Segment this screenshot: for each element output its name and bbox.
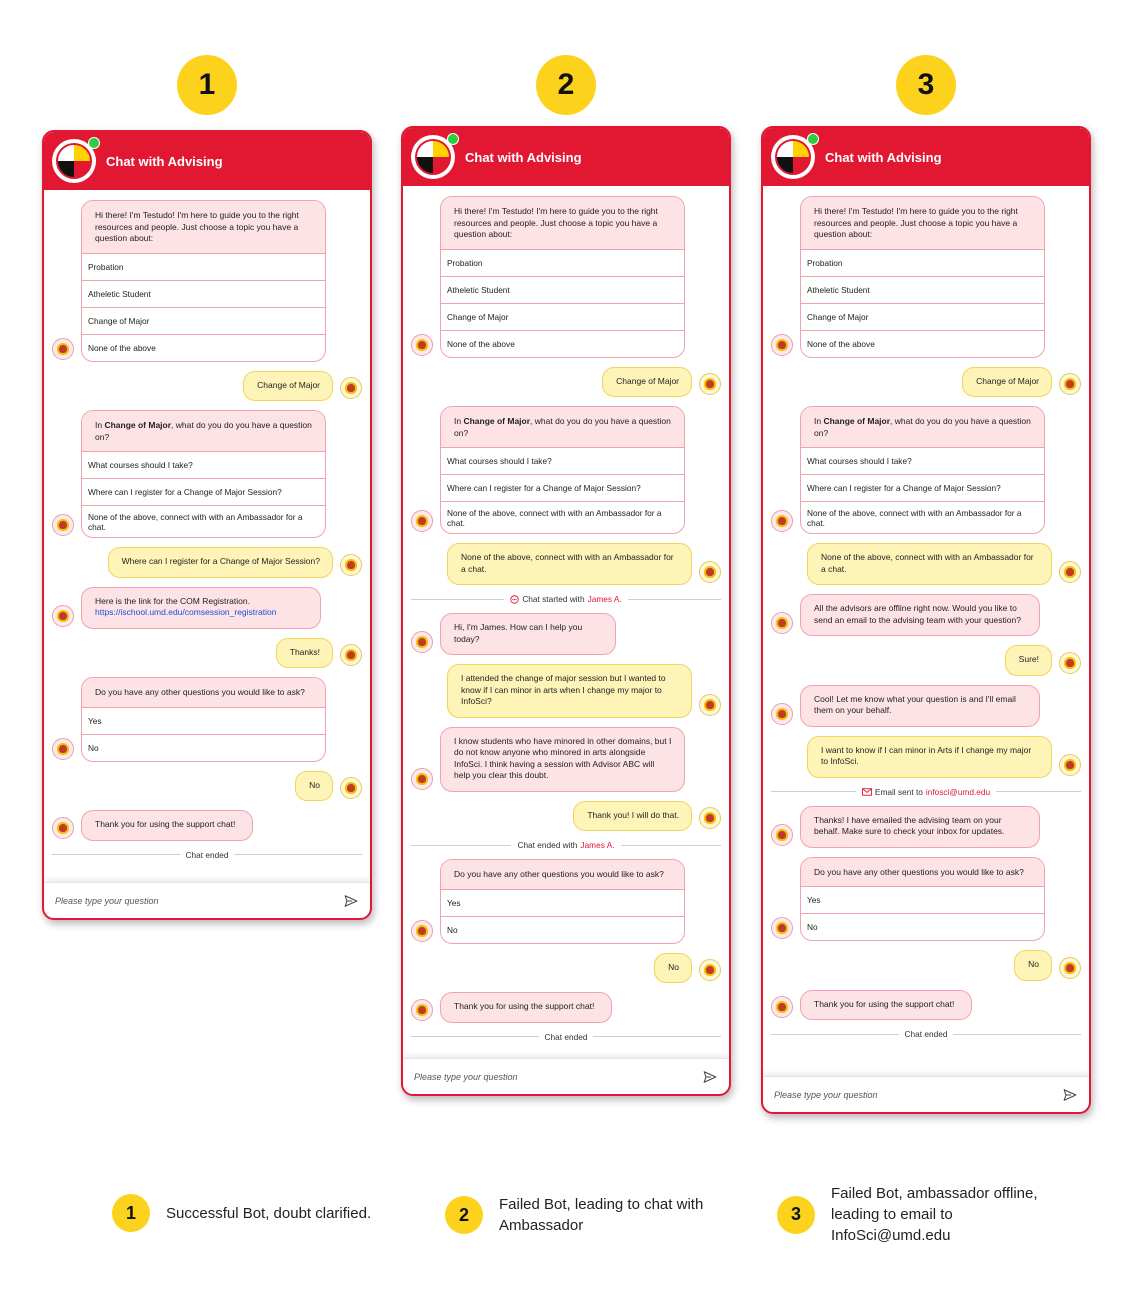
- bot-text: Do you have any other questions you would like to ask?: [82, 678, 325, 707]
- scenario-number-1: 1: [177, 55, 237, 115]
- bot-message: [52, 200, 362, 362]
- email-address: infosci@umd.edu: [925, 786, 991, 797]
- bot-message: [771, 406, 1081, 534]
- legend-number: 1: [112, 1194, 150, 1232]
- topic-menu: [440, 196, 685, 358]
- com-question-menu: [440, 406, 685, 534]
- bot-message: [771, 857, 1081, 942]
- bot-text: Hi, I'm James. How can I help you today?: [440, 613, 616, 655]
- bot-text: Cool! Let me know what your question is and I'll email them on your behalf.: [800, 685, 1040, 727]
- legend-item-2: [445, 1194, 719, 1236]
- send-icon[interactable]: [344, 894, 358, 908]
- user-text: I attended the change of major session but I wanted to know if I can minor in arts when I change my major to InfoSci?: [447, 664, 692, 718]
- option-none-of-the-above[interactable]: None of the above: [801, 330, 1044, 357]
- chat-messages[interactable]: [403, 186, 729, 1058]
- option-register-session[interactable]: Where can I register for a Change of Major Session?: [801, 474, 1044, 501]
- option-register-session[interactable]: Where can I register for a Change of Major Session?: [441, 474, 684, 501]
- legend-item-1: [112, 1194, 386, 1232]
- user-text: No: [654, 953, 692, 984]
- testudo-avatar-icon: [771, 917, 793, 939]
- user-text: I want to know if I can minor in Arts if I change my major to InfoSci.: [807, 736, 1052, 778]
- user-message: [52, 638, 362, 669]
- chat-title: Chat with Advising: [106, 153, 223, 169]
- option-change-of-major[interactable]: Change of Major: [441, 303, 684, 330]
- chat-messages[interactable]: [44, 190, 370, 882]
- bot-message: [771, 594, 1081, 636]
- chat-ended-divider: Chat ended: [52, 850, 362, 860]
- option-yes[interactable]: Yes: [82, 707, 325, 734]
- legend-text: Successful Bot, doubt clarified.: [166, 1204, 372, 1222]
- user-avatar-icon: [340, 554, 362, 576]
- chat-title: Chat with Advising: [465, 149, 582, 165]
- option-change-of-major[interactable]: Change of Major: [801, 303, 1044, 330]
- option-courses[interactable]: What courses should I take?: [801, 447, 1044, 474]
- user-text: Where can I register for a Change of Major Session?: [108, 547, 333, 578]
- bot-message: [52, 410, 362, 538]
- email-sent-divider: Email sent to infosci@umd.edu: [771, 787, 1081, 797]
- bot-text: Do you have any other questions you would like to ask?: [801, 858, 1044, 887]
- chat-ended-divider: Chat ended with James A.: [411, 840, 721, 850]
- chat-started-divider: Chat started with James A.: [411, 594, 721, 604]
- umd-logo: [52, 139, 96, 183]
- ambassador-name: James A.: [580, 840, 615, 850]
- option-connect-ambassador[interactable]: None of the above, connect with with an Ambassador for a chat.: [801, 501, 1044, 533]
- bot-text: I know students who have minored in other domains, but I do not know anyone who minored in arts alongside InfoSci. I think having a session with Advisor ABC will help you clear this doubt.: [440, 727, 685, 792]
- online-status-icon: [88, 137, 100, 149]
- user-text: Thank you! I will do that.: [573, 801, 692, 832]
- option-no[interactable]: No: [441, 916, 684, 943]
- bot-message: [52, 810, 362, 841]
- user-avatar-icon: [1059, 561, 1081, 583]
- user-avatar-icon: [699, 373, 721, 395]
- com-question-menu: [81, 410, 326, 538]
- option-no[interactable]: No: [801, 913, 1044, 940]
- user-message: [771, 543, 1081, 585]
- bot-message: [411, 406, 721, 534]
- user-message: [771, 736, 1081, 778]
- bot-message: [52, 677, 362, 762]
- option-no[interactable]: No: [82, 734, 325, 761]
- testudo-avatar-icon: [52, 514, 74, 536]
- online-status-icon: [807, 133, 819, 145]
- bot-message: [411, 992, 721, 1023]
- user-avatar-icon: [1059, 373, 1081, 395]
- bot-text: Thank you for using the support chat!: [800, 990, 972, 1021]
- registration-link[interactable]: https://ischool.umd.edu/comsession_registration: [95, 607, 277, 617]
- user-text: Change of Major: [243, 371, 333, 402]
- testudo-avatar-icon: [411, 920, 433, 942]
- online-status-icon: [447, 133, 459, 145]
- chat-header: [44, 132, 370, 190]
- topic-menu: [800, 196, 1045, 358]
- option-athletic-student[interactable]: Atheletic Student: [441, 276, 684, 303]
- scenario-number-2: 2: [536, 55, 596, 115]
- option-courses[interactable]: What courses should I take?: [441, 447, 684, 474]
- user-message: [411, 543, 721, 585]
- scenario-number-3: 3: [896, 55, 956, 115]
- option-probation[interactable]: Probation: [441, 249, 684, 276]
- bot-message: [771, 196, 1081, 358]
- ambassador-avatar-icon: [411, 631, 433, 653]
- bot-message: [771, 806, 1081, 848]
- user-avatar-icon: [340, 377, 362, 399]
- bot-message: [411, 196, 721, 358]
- option-change-of-major[interactable]: Change of Major: [82, 307, 325, 334]
- bot-text: Hi there! I'm Testudo! I'm here to guide you to the right resources and people. Just choose a topic you have a question about:: [441, 197, 684, 249]
- user-message: [52, 547, 362, 578]
- user-text: None of the above, connect with with an Ambassador for a chat.: [807, 543, 1052, 585]
- user-text: No: [295, 771, 333, 802]
- message-input[interactable]: [774, 1090, 1024, 1100]
- bot-text: Thanks! I have emailed the advising team on your behalf. Make sure to check your inbox for updates.: [800, 806, 1040, 848]
- user-avatar-icon: [1059, 957, 1081, 979]
- testudo-avatar-icon: [771, 334, 793, 356]
- message-input-bar: [403, 1058, 729, 1094]
- option-courses[interactable]: What courses should I take?: [82, 451, 325, 478]
- message-input-bar: [763, 1076, 1089, 1112]
- option-register-session[interactable]: Where can I register for a Change of Major Session?: [82, 478, 325, 505]
- topic-menu: [81, 200, 326, 362]
- user-message: [411, 664, 721, 718]
- user-text: Change of Major: [962, 367, 1052, 398]
- bot-text: In Change of Major, what do you do you have a question on?: [801, 407, 1044, 447]
- bot-text: In Change of Major, what do you do you have a question on?: [82, 411, 325, 451]
- ambassador-message: [411, 613, 721, 655]
- option-connect-ambassador[interactable]: None of the above, connect with with an Ambassador for a chat.: [441, 501, 684, 533]
- message-input[interactable]: [55, 896, 305, 906]
- user-avatar-icon: [340, 644, 362, 666]
- legend-number: 2: [445, 1196, 483, 1234]
- legend-number: 3: [777, 1196, 815, 1234]
- option-athletic-student[interactable]: Atheletic Student: [82, 280, 325, 307]
- bot-text: Thank you for using the support chat!: [81, 810, 253, 841]
- umd-logo: [771, 135, 815, 179]
- user-text: Thanks!: [276, 638, 333, 669]
- bot-message: [52, 587, 362, 629]
- bot-message: [771, 990, 1081, 1021]
- option-athletic-student[interactable]: Atheletic Student: [801, 276, 1044, 303]
- option-connect-ambassador[interactable]: None of the above, connect with with an Ambassador for a chat.: [82, 505, 325, 537]
- testudo-avatar-icon: [771, 510, 793, 532]
- user-avatar-icon: [1059, 754, 1081, 776]
- user-text: Sure!: [1005, 645, 1052, 676]
- other-questions-menu: [81, 677, 326, 762]
- user-avatar-icon: [1059, 652, 1081, 674]
- umd-logo: [411, 135, 455, 179]
- email-icon: [862, 788, 872, 796]
- ambassador-avatar-icon: [411, 768, 433, 790]
- message-input-bar: [44, 882, 370, 918]
- testudo-avatar-icon: [52, 605, 74, 627]
- legend-text: Failed Bot, leading to chat with Ambassador: [499, 1196, 704, 1234]
- ambassador-name: James A.: [587, 594, 622, 604]
- user-avatar-icon: [340, 777, 362, 799]
- bot-text: Thank you for using the support chat!: [440, 992, 612, 1023]
- user-message: [411, 367, 721, 398]
- bot-text: In Change of Major, what do you do you have a question on?: [441, 407, 684, 447]
- chat-title: Chat with Advising: [825, 149, 942, 165]
- option-yes[interactable]: Yes: [441, 889, 684, 916]
- user-avatar-icon: [699, 561, 721, 583]
- user-message: [52, 371, 362, 402]
- bot-text: Here is the link for the COM Registration.: [95, 595, 250, 606]
- option-yes[interactable]: Yes: [801, 886, 1044, 913]
- testudo-avatar-icon: [411, 999, 433, 1021]
- other-questions-menu: [800, 857, 1045, 942]
- legend-text: Failed Bot, ambassador offline, leading to email to InfoSci@umd.edu: [831, 1185, 1038, 1244]
- testudo-avatar-icon: [771, 824, 793, 846]
- testudo-avatar-icon: [771, 612, 793, 634]
- bot-text: Do you have any other questions you would like to ask?: [441, 860, 684, 889]
- chat-messages[interactable]: [763, 186, 1089, 1076]
- user-message: [771, 645, 1081, 676]
- legend-item-3: [777, 1183, 1051, 1246]
- testudo-avatar-icon: [411, 510, 433, 532]
- send-icon[interactable]: [1063, 1088, 1077, 1102]
- bot-message: [771, 685, 1081, 727]
- testudo-avatar-icon: [771, 996, 793, 1018]
- testudo-avatar-icon: [52, 817, 74, 839]
- chat-header: [403, 128, 729, 186]
- chat-icon: [510, 595, 519, 604]
- option-none-of-the-above[interactable]: None of the above: [82, 334, 325, 361]
- option-probation[interactable]: Probation: [801, 249, 1044, 276]
- bot-message: [411, 859, 721, 944]
- chat-panel-3: [761, 126, 1091, 1114]
- bot-text: All the advisors are offline right now. Would you like to send an email to the advising team with your question?: [800, 594, 1040, 636]
- message-input[interactable]: [414, 1072, 664, 1082]
- bot-text: Hi there! I'm Testudo! I'm here to guide you to the right resources and people. Just choose a topic you have a question about:: [801, 197, 1044, 249]
- chat-ended-divider: Chat ended: [411, 1032, 721, 1042]
- chat-header: [763, 128, 1089, 186]
- user-message: [411, 953, 721, 984]
- user-text: No: [1014, 950, 1052, 981]
- user-text: None of the above, connect with with an Ambassador for a chat.: [447, 543, 692, 585]
- user-message: [411, 801, 721, 832]
- user-avatar-icon: [699, 959, 721, 981]
- ambassador-message: [411, 727, 721, 792]
- testudo-avatar-icon: [52, 338, 74, 360]
- option-probation[interactable]: Probation: [82, 253, 325, 280]
- chat-panel-1: [42, 130, 372, 920]
- user-message: [52, 771, 362, 802]
- bot-text: Hi there! I'm Testudo! I'm here to guide you to the right resources and people. Just choose a topic you have a question about:: [82, 201, 325, 253]
- user-text: Change of Major: [602, 367, 692, 398]
- send-icon[interactable]: [703, 1070, 717, 1084]
- user-avatar-icon: [699, 694, 721, 716]
- user-message: [771, 950, 1081, 981]
- testudo-avatar-icon: [411, 334, 433, 356]
- com-question-menu: [800, 406, 1045, 534]
- testudo-avatar-icon: [771, 703, 793, 725]
- chat-panel-2: [401, 126, 731, 1096]
- chat-ended-divider: Chat ended: [771, 1029, 1081, 1039]
- other-questions-menu: [440, 859, 685, 944]
- option-none-of-the-above[interactable]: None of the above: [441, 330, 684, 357]
- bot-link-message: [81, 587, 321, 629]
- user-message: [771, 367, 1081, 398]
- user-avatar-icon: [699, 807, 721, 829]
- testudo-avatar-icon: [52, 738, 74, 760]
